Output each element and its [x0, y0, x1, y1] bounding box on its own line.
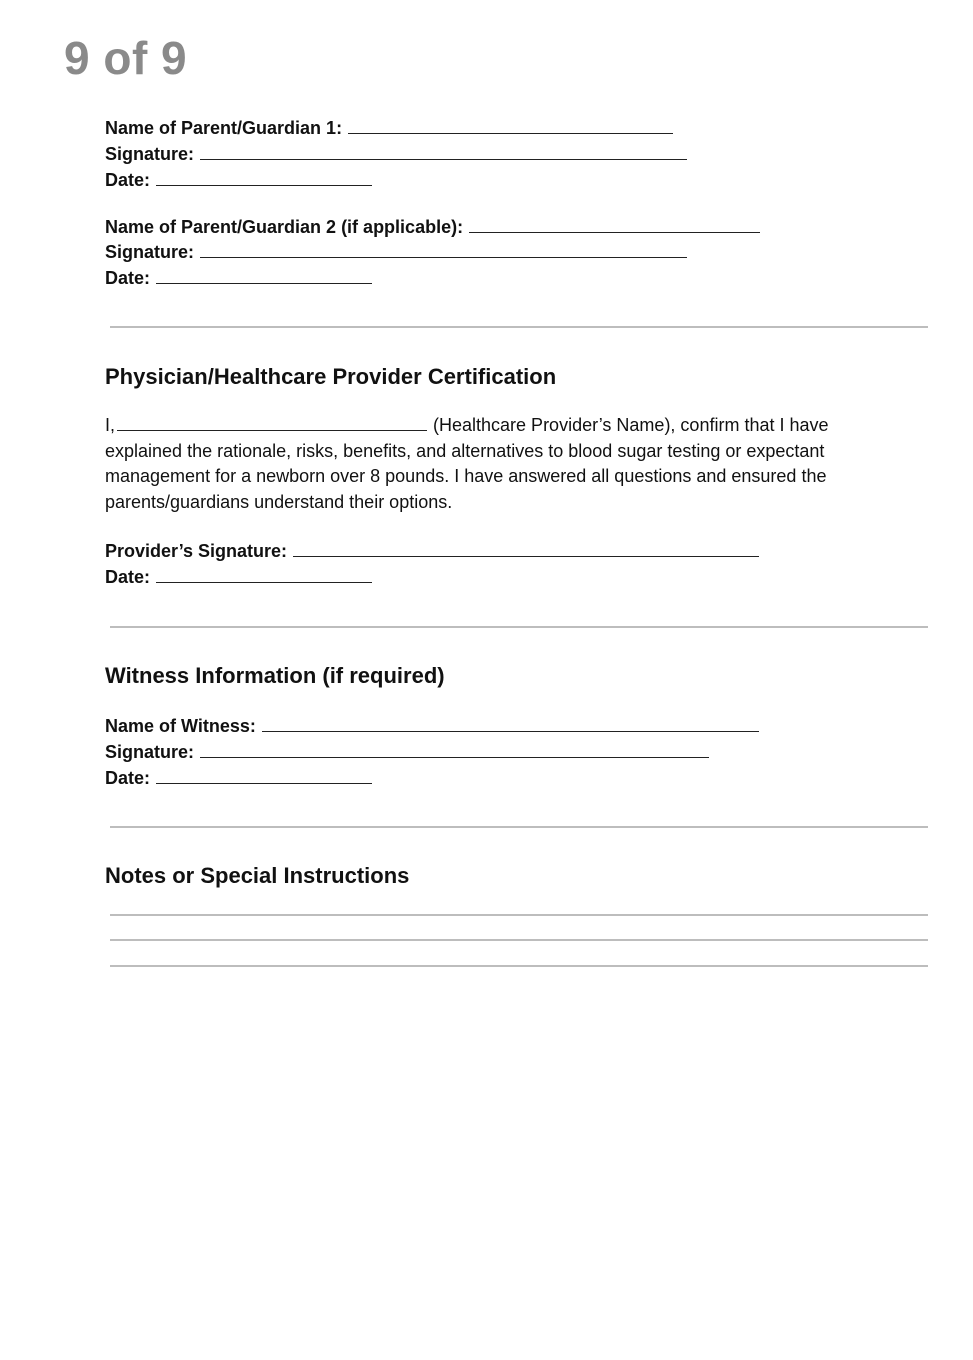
section-divider [110, 626, 928, 628]
guardian2-name-label: Name of Parent/Guardian 2 (if applicable): [105, 217, 464, 237]
guardian1-name-field [105, 117, 673, 139]
page-counter: 9 of 9 [64, 32, 188, 84]
guardian2-date-blank[interactable] [156, 268, 372, 284]
guardian2-signature-label: Signature: [105, 242, 195, 262]
witness-signature-label: Signature: [105, 742, 195, 762]
notes-section-title: Notes or Special Instructions [105, 863, 410, 888]
guardian2-signature-blank[interactable] [200, 242, 687, 258]
witness-date-label: Date: [105, 768, 151, 788]
provider-date-label: Date: [105, 567, 151, 587]
guardian2-name-field [105, 216, 760, 238]
section-divider [110, 826, 928, 828]
provider-signature-blank[interactable] [293, 541, 759, 557]
witness-name-field [105, 715, 759, 737]
guardian1-name-blank[interactable] [348, 118, 673, 134]
witness-name-label: Name of Witness: [105, 716, 256, 736]
witness-signature-blank[interactable] [200, 742, 709, 758]
guardian1-date-blank[interactable] [156, 170, 372, 186]
witness-date-field [105, 767, 372, 789]
guardian1-signature-label: Signature: [105, 144, 195, 164]
notes-line[interactable] [110, 939, 928, 941]
section-divider [110, 326, 928, 328]
provider-section-title: Physician/Healthcare Provider Certification [105, 364, 557, 389]
witness-date-blank[interactable] [156, 768, 372, 784]
guardian1-date-field [105, 169, 372, 191]
guardian1-date-label: Date: [105, 170, 151, 190]
witness-name-blank[interactable] [262, 716, 759, 732]
provider-name-blank[interactable] [117, 416, 427, 431]
provider-date-blank[interactable] [156, 567, 372, 583]
guardian1-signature-blank[interactable] [200, 144, 687, 160]
provider-certification-paragraph [105, 413, 905, 515]
provider-date-field [105, 566, 372, 588]
notes-line[interactable] [110, 965, 928, 967]
provider-signature-label: Provider’s Signature: [105, 541, 288, 561]
guardian2-name-blank[interactable] [469, 217, 760, 233]
guardian2-date-field [105, 267, 372, 289]
provider-signature-field [105, 540, 759, 562]
guardian1-signature-field [105, 143, 687, 165]
witness-section-title: Witness Information (if required) [105, 663, 445, 688]
provider-paragraph-text: (Healthcare Provider’s Name), confirm that I have explained the rationale, risks, benefits, and alternatives to blood sugar testing or expectant management for a newborn over 8 pounds. I have answered all questions and ensured the parents/guardians understand their options. [105, 415, 829, 512]
guardian2-date-label: Date: [105, 268, 151, 288]
guardian1-name-label: Name of Parent/Guardian 1: [105, 118, 343, 138]
guardian2-signature-field [105, 241, 687, 263]
witness-signature-field [105, 741, 709, 763]
provider-paragraph-prefix: I, [105, 415, 116, 435]
notes-line[interactable] [110, 914, 928, 916]
